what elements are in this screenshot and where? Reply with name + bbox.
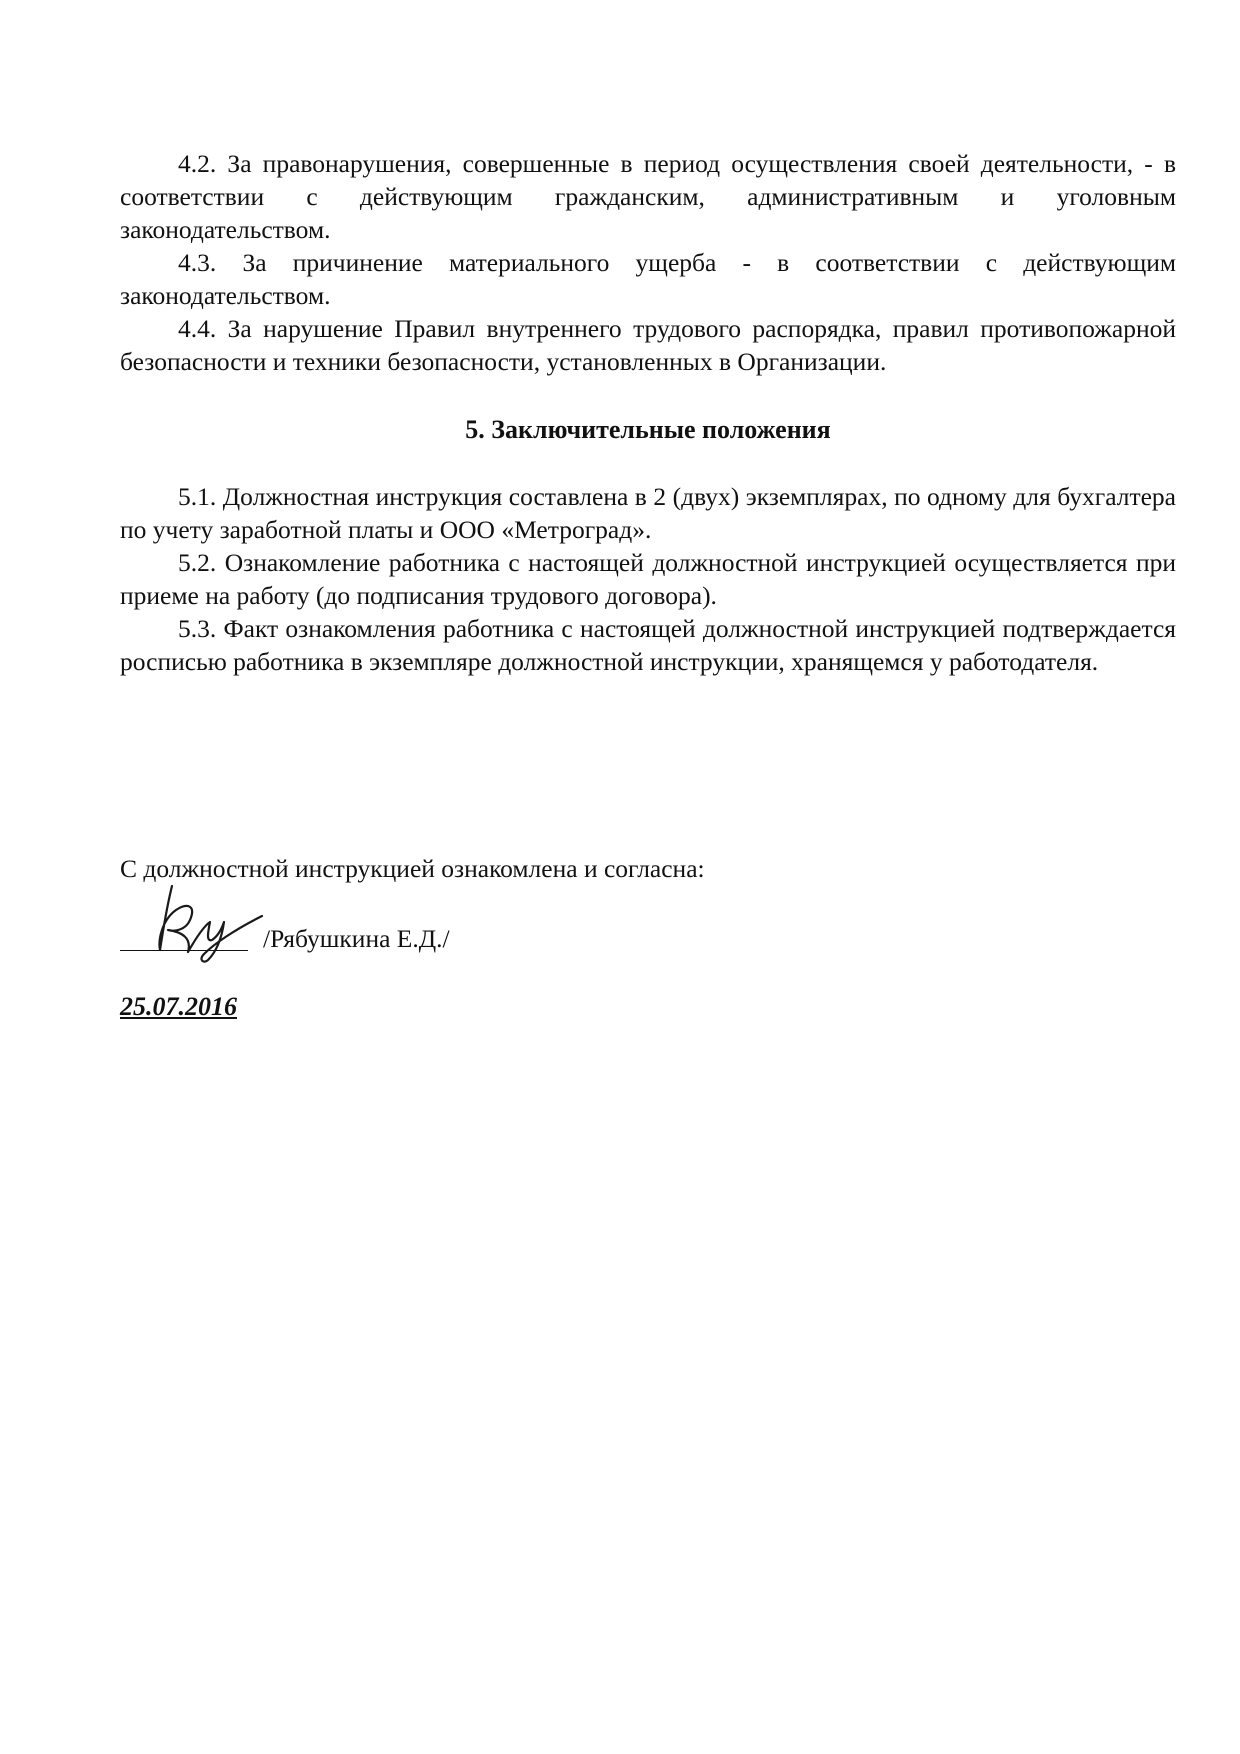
paragraph-5-1: 5.1. Должностная инструкция составлена в 2 (двух) экземплярах, по одному для бухгалтера по учету заработной платы и ООО «Метроград». — [120, 482, 1176, 544]
signature-block — [120, 900, 640, 960]
section-5-title: 5. Заключительные положения — [465, 415, 831, 444]
signer-name: /Рябушкина Е.Д./ — [263, 924, 450, 953]
acknowledgement-text: С должностной инструкцией ознакомлена и согласна: — [120, 854, 705, 883]
paragraph-4-3: 4.3. За причинение материального ущерба - в соответствии с действующим законодательством. — [120, 248, 1176, 310]
handwritten-signature — [138, 880, 268, 964]
paragraph-5-3: 5.3. Факт ознакомления работника с настоящей должностной инструкцией подтверждается росписью работника в экземпляре должностной инструкции, хранящемся у работодателя. — [120, 614, 1176, 676]
signature-date: 25.07.2016 — [120, 992, 237, 1021]
paragraph-4-2: 4.2. За правонарушения, совершенные в период осуществления своей деятельности, - в соответствии с действующим гражданским, административным и уголовным законодательством. — [120, 149, 1176, 244]
document-body — [120, 147, 1176, 678]
paragraph-5-2: 5.2. Ознакомление работника с настоящей должностной инструкцией осуществляется при приеме на работу (до подписания трудового договора). — [120, 548, 1176, 610]
paragraph-4-4: 4.4. За нарушение Правил внутреннего трудового распорядка, правил противопожарной безопасности и техники безопасности, установленных в Организации. — [120, 314, 1176, 376]
